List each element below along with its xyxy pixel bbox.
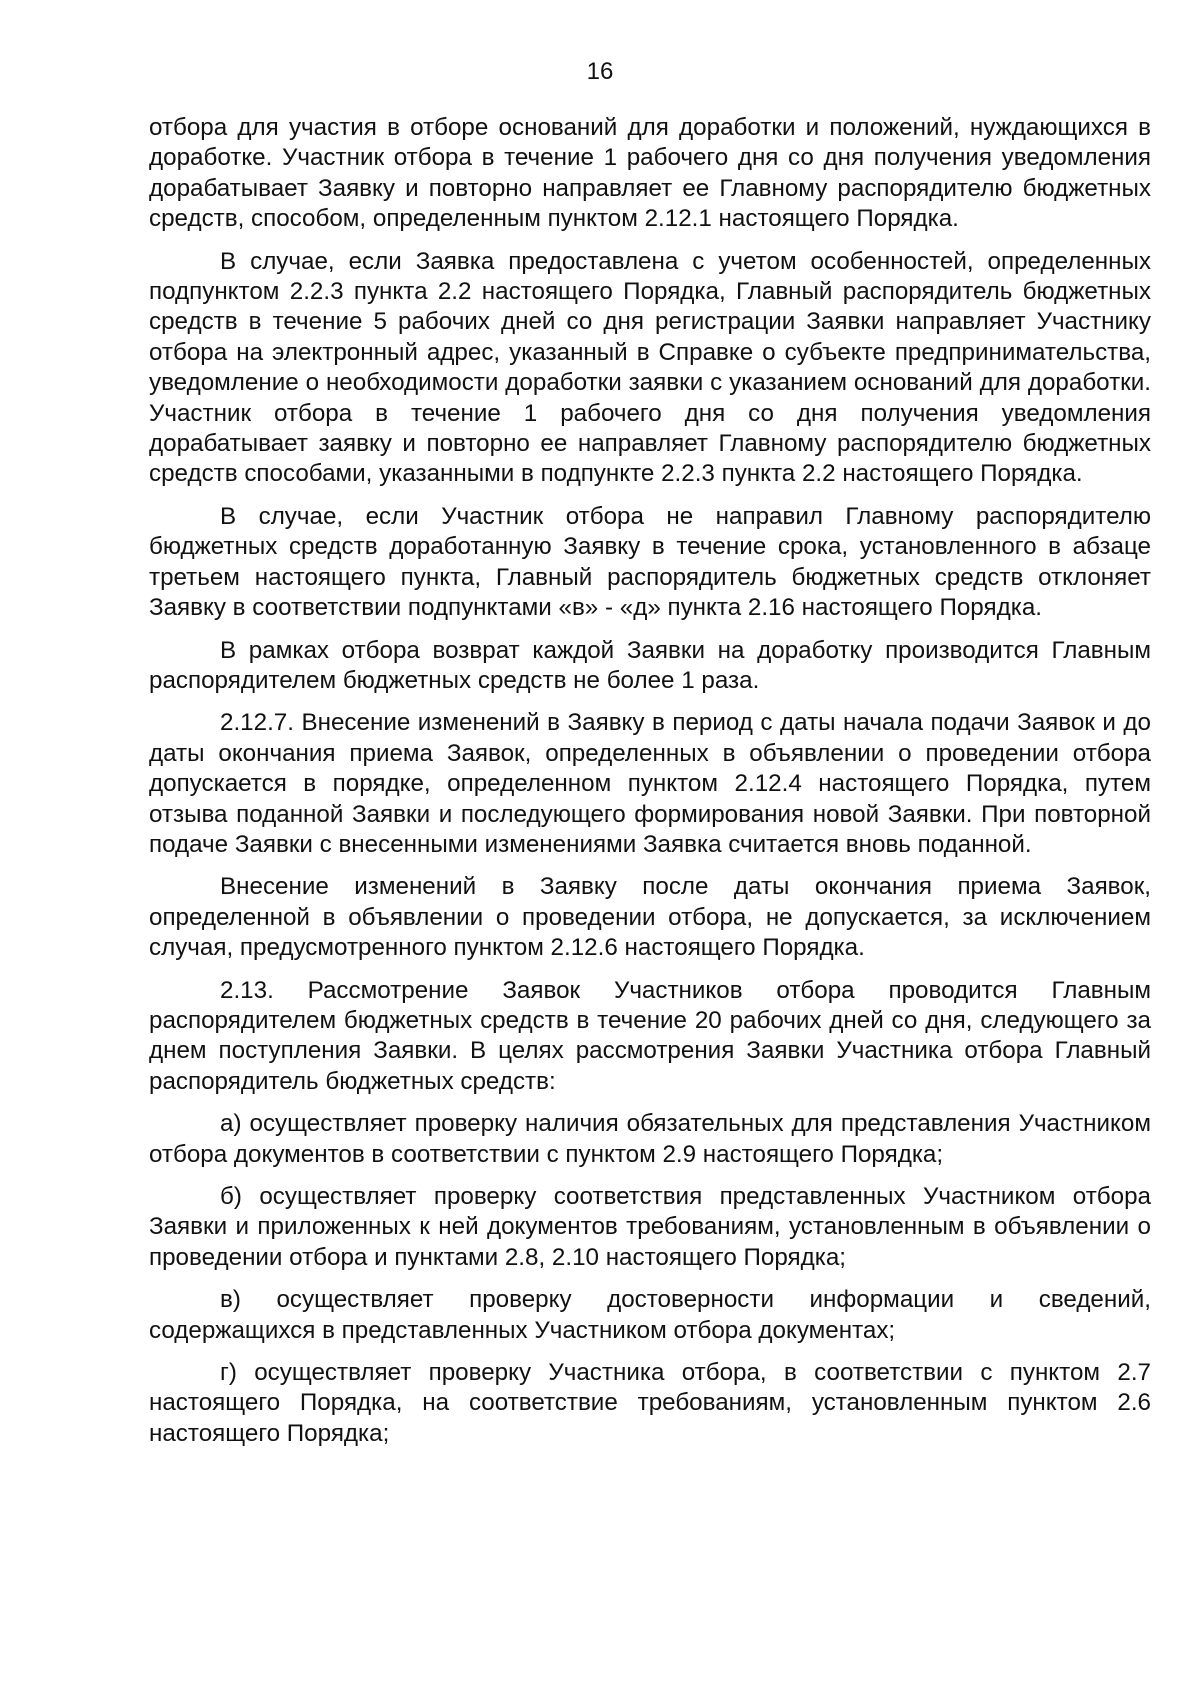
list-item-v: в) осуществляет проверку достоверности информации и сведений, содержащихся в представленных Участником отбора документах; bbox=[149, 1286, 1151, 1344]
paragraph-changes-after-deadline: Внесение изменений в Заявку после даты окончания приема Заявок, определенной в объявлении о проведении отбора, не допускается, за исключением случая, предусмотренного пунктом 2.12.6 настоящего Порядка. bbox=[149, 873, 1151, 962]
list-item-g: г) осуществляет проверку Участника отбора, в соответствии с пунктом 2.7 настоящего Порядка, на соответствие требованиям, установленным пунктом 2.6 настоящего Порядка; bbox=[149, 1359, 1151, 1447]
list-item-a: а) осуществляет проверку наличия обязательных для представления Участником отбора документов в соответствии с пунктом 2.9 настоящего Порядка; bbox=[149, 1110, 1151, 1168]
paragraph-rejection-case: В случае, если Участник отбора не направил Главному распорядителю бюджетных средств доработанную Заявку в течение срока, установленного в абзаце третьем настоящего пункта, Главный распорядитель бюджетных средств отклоняет Заявку в соответствии подпунктами «в» - «д» пункта 2.16 настоящего Порядка. bbox=[149, 502, 1151, 622]
document-body bbox=[149, 113, 1151, 1449]
paragraph-special-case-notice: В случае, если Заявка предоставлена с учетом особенностей, определенных подпунктом 2.2.3 пункта 2.2 настоящего Порядка, Главный распорядитель бюджетных средств в течение 5 рабочих дней со дня регистрации Заявки направляет Участнику отбора на электронный адрес, указанный в Справке о субъекте предпринимательства, уведомление о необходимости доработки заявки с указанием оснований для доработки. Участник отбора в течение 1 рабочего дня со дня получения уведомления дорабатывает заявку и повторно ее направляет Главному распорядителю бюджетных средств способами, указанными в подпункте 2.2.3 пункта 2.2 настоящего Порядка. bbox=[149, 247, 1151, 488]
page-number: 16 bbox=[586, 58, 614, 85]
paragraph-continuation: отбора для участия в отборе оснований для доработки и положений, нуждающихся в доработке. Участник отбора в течение 1 рабочего дня со дня получения уведомления дорабатывает Заявку и повторно направляет ее Главному распорядителю бюджетных средств, способом, определенным пунктом 2.12.1 настоящего Порядка. bbox=[149, 114, 1151, 233]
paragraph-return-limit: В рамках отбора возврат каждой Заявки на доработку производится Главным распорядителем бюджетных средств не более 1 раза. bbox=[149, 636, 1151, 694]
paragraph-2-13: 2.13. Рассмотрение Заявок Участников отбора проводится Главным распорядителем бюджетных средств в течение 20 рабочих дней со дня, следующего за днем поступления Заявки. В целях рассмотрения Заявки Участника отбора Главный распорядитель бюджетных средств: bbox=[149, 976, 1151, 1095]
paragraph-2-12-7: 2.12.7. Внесение изменений в Заявку в период с даты начала подачи Заявок и до даты окончания приема Заявок, определенных в объявлении о проведении отбора допускается в порядке, определенном пунктом 2.12.4 настоящего Порядка, путем отзыва поданной Заявки и последующего формирования новой Заявки. При повторной подаче Заявки с внесенными изменениями Заявка считается вновь поданной. bbox=[149, 709, 1151, 858]
list-item-b: б) осуществляет проверку соответствия представленных Участником отбора Заявки и приложенных к ней документов требованиям, установленным в объявлении о проведении отбора и пунктами 2.8, 2.10 настоящего Порядка; bbox=[149, 1183, 1151, 1271]
